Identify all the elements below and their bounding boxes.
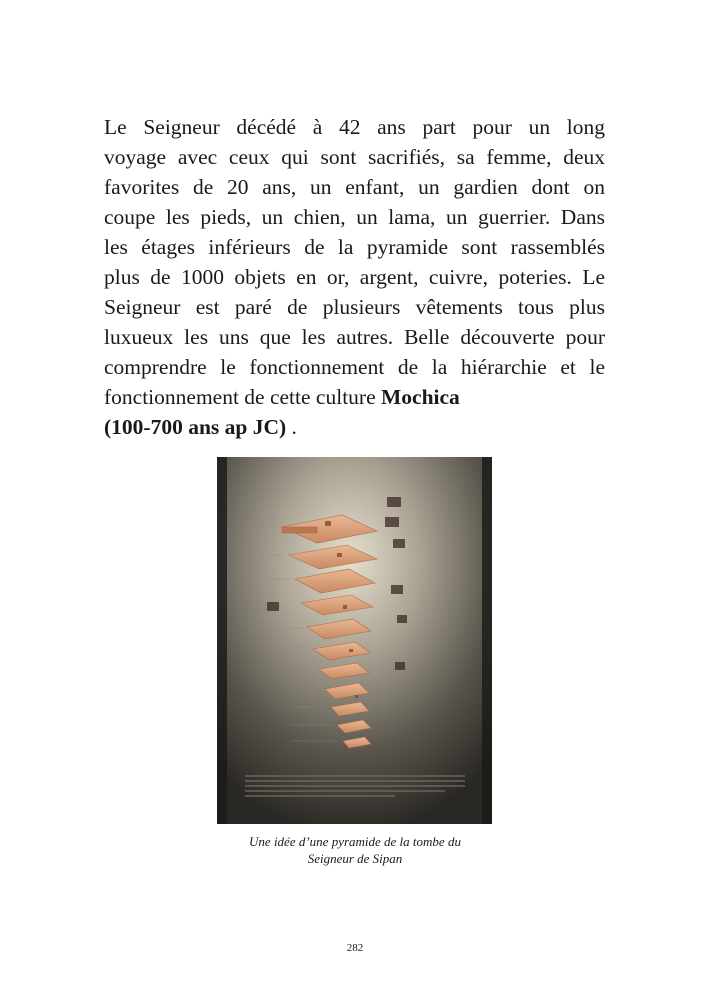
culture-dates: (100-700 ans ap JC) <box>104 415 287 439</box>
pyramid-photo <box>217 457 492 824</box>
paragraph-line: comprendre le fonctionnement de la hiérarchie et le <box>104 355 605 379</box>
caption-line: Une idée d’une pyramide de la tombe du <box>249 834 461 849</box>
body-paragraph <box>104 112 605 442</box>
paragraph-line: coupe les pieds, un chien, un lama, un guerrier. Dans <box>104 205 605 229</box>
culture-name: Mochica <box>381 385 460 409</box>
paragraph-line: luxueux les uns que les autres. Belle découverte pour <box>104 325 605 349</box>
paragraph-line: plus de 1000 objets en or, argent, cuivre, poteries. Le <box>104 265 605 289</box>
paragraph-text: . <box>286 415 297 439</box>
figure-caption <box>200 833 510 867</box>
paragraph-line: voyage avec ceux qui sont sacrifiés, sa femme, deux <box>104 145 605 169</box>
caption-line: Seigneur de Sipan <box>307 851 403 866</box>
paragraph-line: favorites de 20 ans, un enfant, un gardien dont on <box>104 175 605 199</box>
paragraph-line: Seigneur est paré de plusieurs vêtements tous plus <box>104 295 605 319</box>
paragraph-line: Le Seigneur décédé à 42 ans part pour un long <box>104 115 605 139</box>
page-number: 282 <box>346 942 364 954</box>
paragraph-text: fonctionnement de cette culture <box>104 385 381 409</box>
paragraph-line <box>104 382 605 412</box>
paragraph-line <box>104 412 605 442</box>
pyramid-illustration <box>217 457 492 824</box>
paragraph-line: les étages inférieurs de la pyramide sont rassemblés <box>104 235 605 259</box>
